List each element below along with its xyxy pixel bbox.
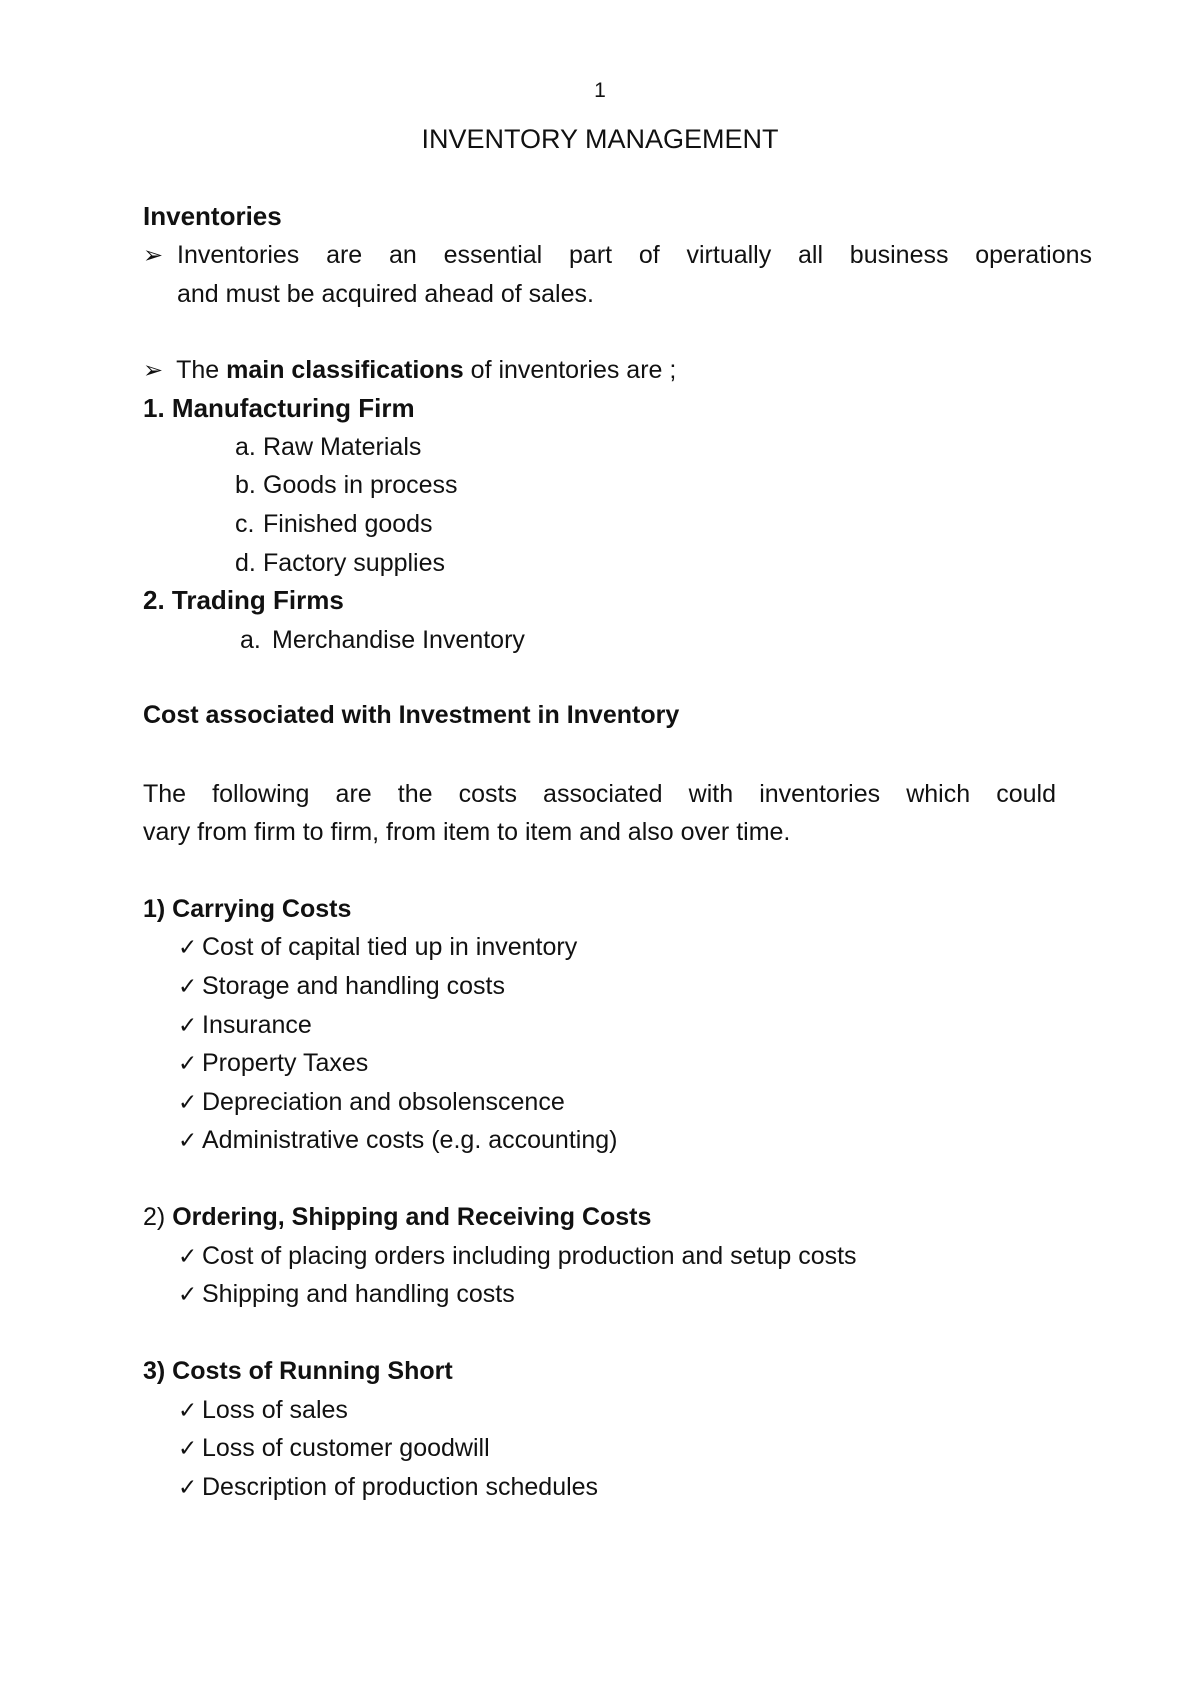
classifications-prefix: The	[176, 356, 220, 384]
check-item	[178, 1090, 565, 1115]
checkmark-icon: ✓	[178, 1089, 198, 1115]
ordering-heading: Ordering, Shipping and Receiving Costs	[172, 1203, 652, 1231]
paragraph-line: Inventories are an essential part of virtually all business operations	[177, 241, 1092, 269]
arrow-bullet-icon: ➢	[143, 242, 164, 269]
check-item-text: Administrative costs (e.g. accounting)	[202, 1126, 618, 1154]
paragraph-line: The following are the costs associated with inventories which could	[143, 780, 1056, 808]
paragraph-line: and must be acquired ahead of sales.	[177, 280, 594, 308]
check-item	[178, 1051, 368, 1076]
checkmark-icon: ✓	[178, 1012, 198, 1038]
checkmark-icon: ✓	[178, 1397, 198, 1423]
checkmark-icon: ✓	[178, 973, 198, 999]
checkmark-icon: ✓	[178, 1474, 198, 1500]
list-letter: a.	[235, 433, 256, 461]
running-short-heading: 3) Costs of Running Short	[143, 1357, 453, 1385]
costs-heading: Cost associated with Investment in Inventory	[143, 701, 680, 729]
list-item-text: Goods in process	[263, 471, 458, 499]
check-item-text: Property Taxes	[202, 1049, 369, 1077]
check-item	[178, 1398, 348, 1423]
check-item-text: Shipping and handling costs	[202, 1280, 515, 1308]
list-letter: c.	[235, 510, 255, 538]
check-item-text: Cost of capital tied up in inventory	[202, 933, 578, 961]
list-item	[235, 435, 421, 460]
check-item-text: Loss of customer goodwill	[202, 1434, 490, 1462]
list-item-text: Raw Materials	[263, 433, 422, 461]
checkmark-icon: ✓	[178, 1127, 198, 1153]
checkmark-icon: ✓	[178, 1050, 198, 1076]
check-item-text: Storage and handling costs	[202, 972, 505, 1000]
classifications-bold: main classifications	[226, 356, 464, 384]
arrow-bullet-icon: ➢	[143, 357, 164, 384]
bullet-paragraph	[143, 243, 163, 268]
paragraph-line: vary from firm to firm, from item to item and also over time.	[143, 818, 791, 846]
carrying-heading: 1) Carrying Costs	[143, 895, 352, 923]
check-item-text: Description of production schedules	[202, 1473, 599, 1501]
classifications-suffix: of inventories are ;	[470, 356, 677, 384]
check-item	[178, 1475, 598, 1500]
page-title: INVENTORY MANAGEMENT	[421, 124, 779, 154]
check-item-text: Insurance	[202, 1011, 312, 1039]
classifications-line	[143, 358, 676, 383]
checkmark-icon: ✓	[178, 1243, 198, 1269]
ordering-heading-line	[143, 1205, 651, 1230]
check-item	[178, 1282, 515, 1307]
checkmark-icon: ✓	[178, 1281, 198, 1307]
page-number: 1	[594, 79, 606, 102]
check-item	[178, 1128, 617, 1153]
list-item	[240, 628, 525, 653]
manufacturing-heading: 1. Manufacturing Firm	[143, 393, 415, 423]
checkmark-icon: ✓	[178, 934, 198, 960]
check-item	[178, 1013, 312, 1038]
ordering-number: 2)	[143, 1203, 166, 1231]
check-item	[178, 935, 577, 960]
list-item	[235, 512, 433, 537]
check-item-text: Depreciation and obsolenscence	[202, 1088, 565, 1116]
check-item-text: Cost of placing orders including production and setup costs	[202, 1242, 857, 1270]
inventories-heading: Inventories	[143, 201, 282, 231]
list-letter: b.	[235, 471, 256, 499]
list-item-text: Merchandise Inventory	[272, 626, 525, 654]
checkmark-icon: ✓	[178, 1435, 198, 1461]
list-letter: d.	[235, 549, 256, 577]
check-item	[178, 974, 505, 999]
check-item-text: Loss of sales	[202, 1396, 348, 1424]
trading-heading: 2. Trading Firms	[143, 585, 344, 615]
check-item	[178, 1244, 857, 1269]
list-item	[235, 473, 458, 498]
check-item	[178, 1436, 490, 1461]
list-item-text: Finished goods	[263, 510, 433, 538]
list-letter: a.	[240, 626, 261, 654]
list-item	[235, 551, 445, 576]
list-item-text: Factory supplies	[263, 549, 446, 577]
